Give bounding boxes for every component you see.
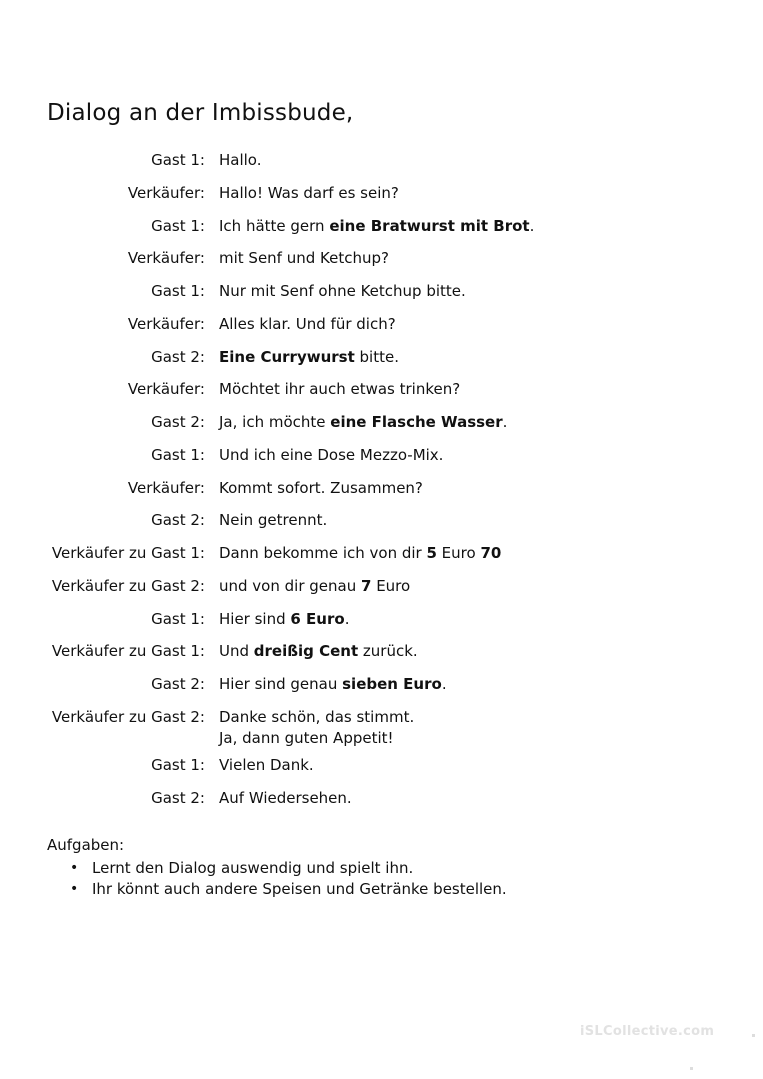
text-segment: Und ich eine Dose Mezzo-Mix. bbox=[219, 445, 444, 464]
speaker-label: Verkäufer zu Gast 2: bbox=[51, 707, 205, 726]
speaker-label: Verkäufer: bbox=[127, 249, 205, 268]
bold-phrase: 5 bbox=[426, 544, 437, 562]
dialog-row bbox=[0, 314, 763, 347]
speaker-label: Gast 2: bbox=[151, 347, 205, 366]
speaker-label: Verkäufer: bbox=[127, 380, 205, 399]
dialog-line bbox=[205, 183, 399, 204]
dialog-row bbox=[0, 216, 763, 249]
text-segment: zurück. bbox=[358, 642, 418, 661]
dialog-row bbox=[0, 641, 763, 674]
bold-phrase: eine Bratwurst mit Brot bbox=[329, 216, 530, 235]
bold-phrase: 6 Euro bbox=[290, 609, 345, 628]
tasks-heading: Aufgaben: bbox=[47, 836, 125, 854]
speaker-label: Verkäufer zu Gast 1: bbox=[51, 544, 205, 562]
tasks-list bbox=[70, 858, 507, 900]
text-segment: Vielen Dank. bbox=[219, 755, 314, 774]
dialog-row bbox=[0, 788, 763, 821]
dialog-line bbox=[205, 707, 414, 749]
text-segment: bitte. bbox=[354, 347, 399, 366]
bold-phrase: Eine Currywurst bbox=[219, 347, 355, 366]
dialog-row bbox=[0, 248, 763, 281]
dialog-line bbox=[205, 150, 262, 171]
dialog-line bbox=[205, 216, 534, 237]
dialog-row bbox=[0, 183, 763, 216]
dialog-line bbox=[205, 510, 327, 531]
bold-phrase: 7 bbox=[360, 576, 372, 595]
speaker-label: Verkäufer: bbox=[127, 183, 205, 202]
bold-phrase: dreißig Cent bbox=[253, 642, 359, 661]
dialog-line bbox=[205, 478, 423, 499]
text-segment: . bbox=[529, 216, 535, 235]
dialog-row bbox=[0, 150, 763, 183]
watermark: iSLCollective.com bbox=[580, 1024, 715, 1039]
task-text: Ihr könnt auch andere Speisen und Getränke bestellen. bbox=[92, 880, 507, 898]
bullet-icon: • bbox=[70, 860, 79, 876]
text-segment: Möchtet ihr auch etwas trinken? bbox=[219, 380, 461, 399]
text-segment: Kommt sofort. Zusammen? bbox=[219, 478, 423, 497]
dialog-line bbox=[205, 576, 410, 597]
speaker-label: Gast 1: bbox=[151, 609, 205, 628]
text-segment: Und bbox=[219, 642, 254, 661]
dialog-row bbox=[0, 281, 763, 314]
dialog-row bbox=[0, 543, 763, 576]
text-segment: Hier sind bbox=[219, 609, 291, 628]
text-segment: Euro bbox=[371, 576, 411, 595]
task-text: Lernt den Dialog auswendig und spielt ihn. bbox=[92, 859, 414, 877]
dialog-line bbox=[205, 412, 507, 433]
dialog-line bbox=[205, 609, 349, 630]
dialog-line bbox=[205, 543, 501, 564]
dialog-line bbox=[205, 379, 460, 400]
bold-phrase: eine Flasche Wasser bbox=[330, 413, 503, 431]
text-segment: Nein getrennt. bbox=[219, 511, 328, 530]
dialog-row bbox=[0, 478, 763, 511]
text-segment: Hier sind genau bbox=[219, 675, 343, 693]
text-segment: Hallo! Was darf es sein? bbox=[219, 183, 399, 202]
text-segment: Hallo. bbox=[219, 151, 262, 169]
decorative-dot bbox=[690, 1067, 693, 1070]
speaker-label: Gast 1: bbox=[151, 151, 205, 169]
dialog-row bbox=[0, 755, 763, 788]
dialog-line bbox=[205, 788, 352, 809]
dialog-row bbox=[0, 347, 763, 380]
text-segment: . bbox=[441, 675, 447, 693]
text-segment: Ich hätte gern bbox=[219, 216, 330, 235]
text-segment: Euro bbox=[436, 544, 481, 562]
text-segment: mit Senf und Ketchup? bbox=[219, 249, 389, 268]
speaker-label: Gast 1: bbox=[151, 755, 205, 774]
text-segment: Danke schön, das stimmt. Ja, dann guten Appetit! bbox=[219, 707, 415, 747]
speaker-label: Gast 1: bbox=[151, 216, 205, 235]
text-segment: . bbox=[344, 609, 350, 628]
bullet-icon: • bbox=[70, 881, 79, 897]
text-segment: Ja, ich möchte bbox=[219, 413, 331, 431]
dialog-line bbox=[205, 641, 418, 662]
text-segment: Nur mit Senf ohne Ketchup bitte. bbox=[219, 282, 466, 300]
speaker-label: Gast 2: bbox=[151, 511, 205, 530]
speaker-label: Gast 1: bbox=[151, 282, 205, 300]
text-segment: Auf Wiedersehen. bbox=[219, 788, 352, 807]
speaker-label: Verkäufer: bbox=[127, 314, 205, 333]
speaker-label: Verkäufer zu Gast 2: bbox=[51, 576, 205, 595]
bold-phrase: 70 bbox=[480, 544, 502, 562]
decorative-dot bbox=[752, 1034, 755, 1037]
dialog-row bbox=[0, 609, 763, 642]
text-segment: Alles klar. Und für dich? bbox=[219, 314, 396, 333]
dialog-line bbox=[205, 314, 396, 335]
speaker-label: Gast 2: bbox=[151, 788, 205, 807]
dialog-line bbox=[205, 281, 466, 302]
dialog-line bbox=[205, 445, 443, 466]
speaker-label: Gast 1: bbox=[151, 445, 205, 464]
dialog-row bbox=[0, 510, 763, 543]
bold-phrase: sieben Euro bbox=[342, 675, 442, 693]
speaker-label: Verkäufer: bbox=[127, 478, 205, 497]
text-segment: Dann bekomme ich von dir bbox=[219, 544, 427, 562]
dialog-row bbox=[0, 674, 763, 707]
speaker-label: Gast 2: bbox=[151, 675, 205, 693]
dialog-row bbox=[0, 707, 763, 755]
text-segment: und von dir genau bbox=[219, 576, 361, 595]
dialog-row bbox=[0, 379, 763, 412]
dialog-line bbox=[205, 248, 389, 269]
dialog-list bbox=[0, 150, 763, 820]
dialog-row bbox=[0, 445, 763, 478]
task-item bbox=[70, 858, 507, 879]
dialog-line bbox=[205, 674, 447, 695]
dialog-row bbox=[0, 412, 763, 445]
speaker-label: Verkäufer zu Gast 1: bbox=[51, 642, 205, 661]
dialog-line bbox=[205, 347, 399, 368]
task-item bbox=[70, 879, 507, 900]
dialog-line bbox=[205, 755, 314, 776]
dialog-row bbox=[0, 576, 763, 609]
page-title: Dialog an der Imbissbude, bbox=[47, 100, 354, 126]
speaker-label: Gast 2: bbox=[151, 413, 205, 431]
text-segment: . bbox=[502, 413, 508, 431]
